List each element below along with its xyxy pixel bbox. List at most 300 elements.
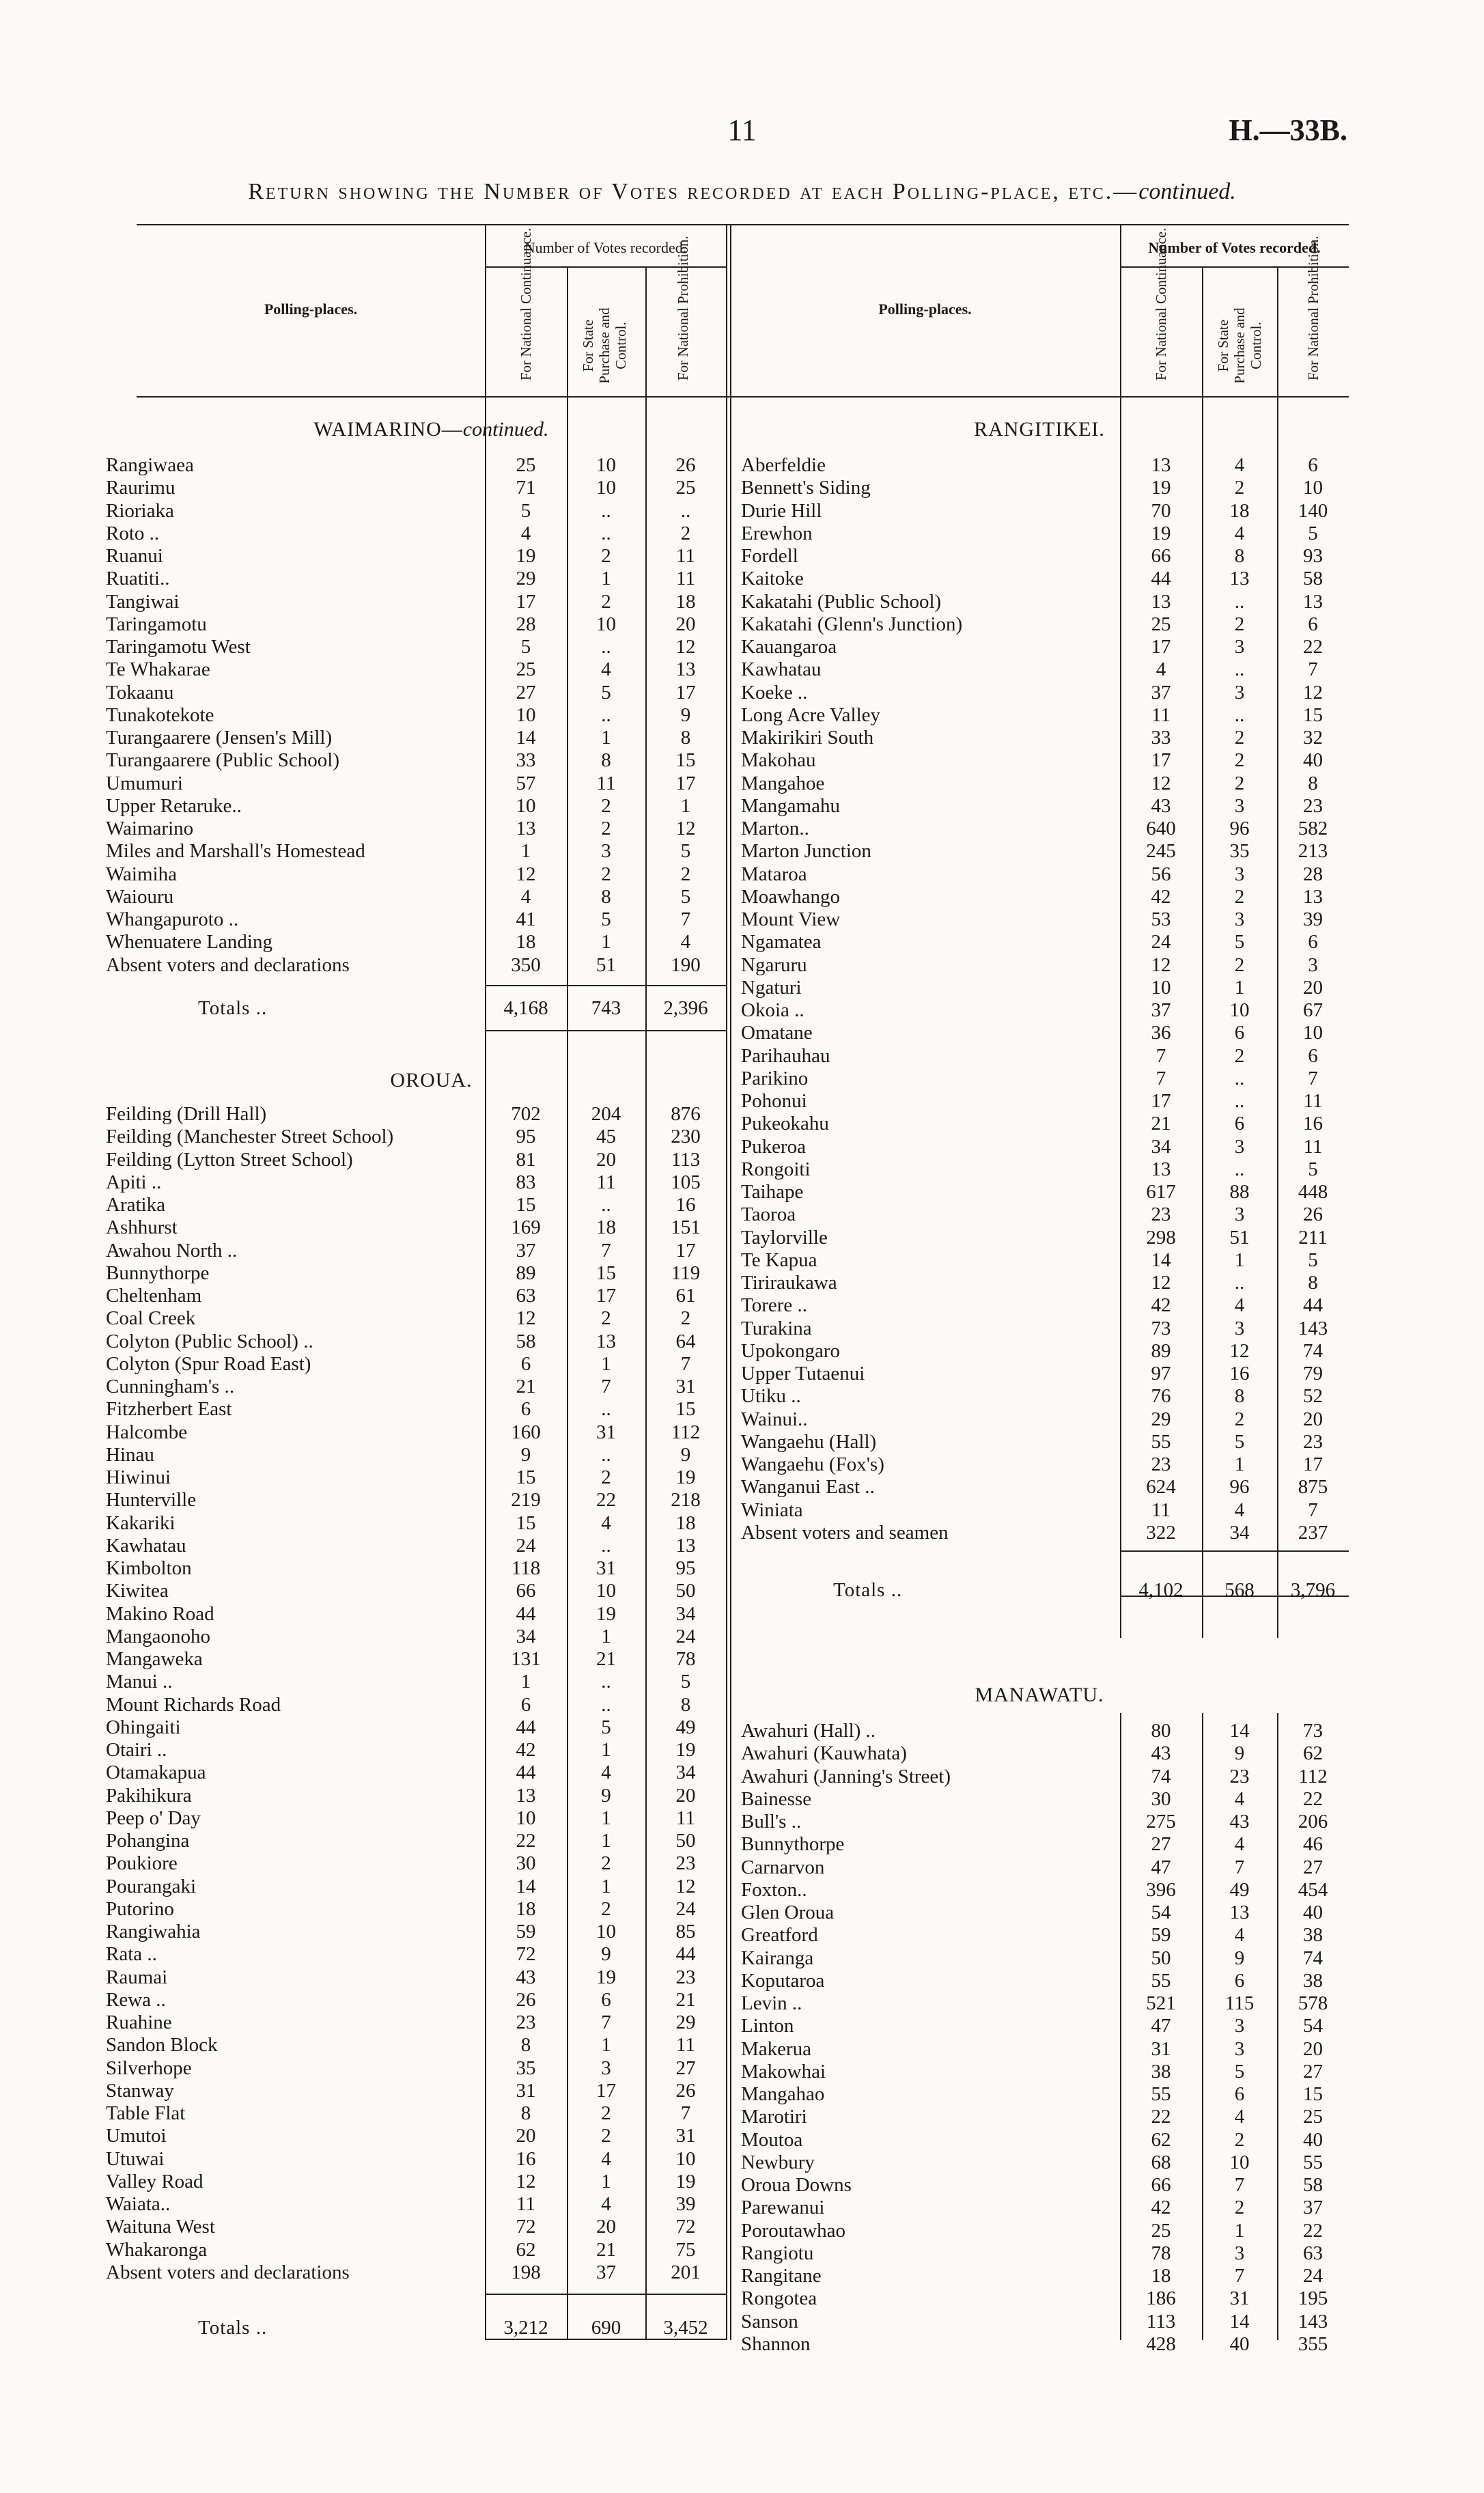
polling-place-name: Awahuri (Kauwhata) (741, 1742, 907, 1765)
polling-place-name: Te Whakarae (106, 658, 210, 681)
vote-prohibition: 213 (1298, 840, 1328, 863)
table-row (0, 2174, 1484, 2197)
polling-place-name: Silverhope (106, 2057, 192, 2079)
vote-prohibition: 13 (1303, 590, 1323, 613)
vote-prohibition: 5 (680, 1671, 691, 1693)
vote-state-purchase: 2 (1234, 885, 1245, 908)
vote-continuance: 8 (520, 2034, 531, 2057)
vote-state-purchase: 2 (1234, 727, 1245, 749)
vote-prohibition: 355 (1298, 2332, 1328, 2355)
vote-prohibition: 58 (1303, 568, 1323, 590)
table-row (0, 523, 1484, 545)
vote-prohibition: 22 (1303, 636, 1323, 658)
col-header-prohibition-right: For National Prohibition. (1305, 236, 1321, 380)
vote-state-purchase: 1 (1234, 2219, 1245, 2242)
vote-state-purchase: 10 (1229, 2151, 1250, 2173)
vote-continuance: 42 (1151, 885, 1171, 908)
vote-continuance: 245 (1146, 840, 1176, 863)
vote-state-purchase: 5 (1234, 1430, 1245, 1453)
vote-continuance: 57 (516, 772, 536, 794)
table-row (0, 704, 1484, 727)
vote-state-purchase: 6 (1234, 2083, 1245, 2105)
vote-state-purchase: 3 (601, 2057, 611, 2079)
vote-prohibition: 112 (671, 1421, 701, 1443)
vote-state-purchase: 9 (601, 1784, 611, 1807)
table-row (0, 1924, 1484, 1947)
vote-state-purchase: .. (601, 1443, 611, 1466)
vote-prohibition: 15 (1303, 2083, 1323, 2105)
polling-place-name: Aberfeldie (741, 454, 826, 476)
polling-place-name: Waimarino (106, 818, 194, 839)
vote-state-purchase: 3 (1234, 1203, 1245, 1226)
vote-prohibition: 23 (1303, 1430, 1323, 1453)
vote-state-purchase: 19 (596, 1966, 616, 1988)
vote-state-purchase: 2 (1234, 477, 1245, 499)
vote-prohibition: 15 (1303, 704, 1323, 726)
polling-place-name: Apiti .. (106, 1171, 162, 1193)
vote-continuance: 15 (516, 1194, 536, 1216)
vote-prohibition: 11 (676, 545, 695, 567)
vote-continuance: 1 (520, 1671, 531, 1693)
polling-place-name: Tiriraukawa (741, 1272, 837, 1294)
vote-state-purchase: .. (1234, 704, 1245, 726)
polling-place-name: Greatford (741, 1924, 818, 1947)
vote-state-purchase: 1 (1234, 976, 1245, 999)
vote-continuance: 20 (516, 2125, 536, 2147)
polling-place-name: Rewa .. (106, 1988, 166, 2011)
polling-place-name: Ruanui (106, 545, 163, 567)
polling-place-name: Te Kapua (741, 1249, 817, 1271)
vote-state-purchase: 6 (1234, 1022, 1245, 1044)
vote-state-purchase: 2 (601, 1852, 611, 1875)
table-row (0, 1136, 1484, 1158)
vote-state-purchase: 88 (1229, 1181, 1250, 1203)
vote-continuance: 37 (1151, 999, 1171, 1021)
vote-prohibition: 74 (1303, 1947, 1323, 1969)
vote-state-purchase: 1 (601, 727, 611, 749)
polling-place-name: Mount View (741, 908, 841, 930)
polling-place-name: Poukiore (106, 1852, 178, 1875)
vote-prohibition: 64 (675, 1330, 696, 1352)
vote-prohibition: 876 (671, 1103, 701, 1125)
polling-place-name: Waiata.. (106, 2193, 171, 2215)
vote-prohibition: 143 (1298, 1317, 1328, 1339)
table-row (0, 795, 1484, 818)
vote-state-purchase: 13 (1229, 568, 1250, 590)
polling-place-name: Newbury (741, 2151, 815, 2173)
vote-continuance: 38 (1151, 2060, 1171, 2083)
title-suffix: continued. (1138, 179, 1236, 204)
polling-place-name: Upokongaro (741, 1339, 840, 1362)
polling-place-name: Wainui.. (741, 1408, 808, 1430)
vote-state-purchase: 3 (1234, 2242, 1245, 2264)
vote-prohibition: 10 (675, 2147, 696, 2170)
table-row (0, 2265, 1484, 2287)
vote-state-purchase: 5 (601, 1716, 611, 1738)
table-row (0, 1833, 1484, 1856)
vote-continuance: 66 (1151, 545, 1171, 567)
vote-prohibition: 1 (680, 794, 691, 817)
total-continuance: 4,168 (503, 997, 548, 1019)
vote-continuance: 17 (1151, 749, 1171, 772)
vote-prohibition: 54 (1303, 2015, 1323, 2037)
vote-continuance: 80 (1151, 1720, 1171, 1742)
vote-state-purchase: 2 (601, 590, 611, 613)
vote-continuance: 53 (1151, 908, 1171, 930)
vote-state-purchase: 2 (601, 2102, 611, 2124)
vote-prohibition: 44 (675, 1943, 696, 1966)
vote-prohibition: 2 (680, 863, 691, 885)
vote-state-purchase: .. (601, 499, 611, 522)
vote-prohibition: 21 (675, 1988, 696, 2011)
vote-continuance: 54 (1151, 1902, 1171, 1923)
vote-state-purchase: 4 (1234, 1833, 1245, 1856)
polling-place-name: Marton.. (741, 818, 809, 839)
vote-state-purchase: 2 (601, 1307, 611, 1330)
polling-place-name: Wangaehu (Hall) (741, 1430, 877, 1453)
vote-state-purchase: 2 (1234, 1044, 1245, 1067)
vote-prohibition: 19 (675, 2170, 696, 2192)
polling-place-name: Long Acre Valley (741, 704, 881, 726)
vote-state-purchase: 2 (1234, 613, 1245, 635)
vote-prohibition: 31 (675, 1376, 696, 1397)
vote-continuance: 624 (1146, 1476, 1176, 1499)
vote-state-purchase: .. (601, 522, 611, 544)
vote-continuance: 17 (1151, 636, 1171, 658)
vote-prohibition: 27 (1303, 1856, 1323, 1878)
table-row (0, 1648, 1484, 1671)
vote-state-purchase: 1 (1234, 1249, 1245, 1271)
polling-places-header-left: Polling-places. (264, 301, 358, 318)
polling-place-name: Levin .. (741, 1992, 802, 2014)
vote-state-purchase: 1 (601, 568, 611, 590)
vote-prohibition: 9 (680, 704, 691, 726)
vote-continuance: 13 (1151, 454, 1171, 476)
vote-prohibition: 11 (676, 2034, 695, 2057)
vote-continuance: 43 (1151, 1742, 1171, 1765)
polling-place-name: Sandon Block (106, 2034, 218, 2057)
vote-continuance: 12 (1151, 1272, 1171, 1294)
vote-state-purchase: 1 (601, 1830, 611, 1852)
vote-continuance: 25 (516, 454, 536, 476)
polling-place-name: Rongoiti (741, 1158, 811, 1180)
vote-continuance: 160 (511, 1421, 541, 1443)
vote-prohibition: 5 (1308, 522, 1318, 544)
document-reference: H.—33B. (1229, 113, 1347, 147)
table-row (0, 1476, 1484, 1499)
polling-place-name: Awahuri (Janning's Street) (741, 1765, 951, 1787)
vote-prohibition: 23 (675, 1966, 696, 1988)
polling-place-name: Parikino (741, 1067, 809, 1089)
vote-prohibition: 11 (676, 1807, 695, 1829)
polling-place-name: Kauangaroa (741, 636, 837, 658)
vote-state-purchase: 11 (596, 1171, 616, 1193)
section-title-manawatu: MANAWATU. (975, 1684, 1104, 1706)
polling-place-name: Fitzherbert East (106, 1398, 232, 1421)
table-row (0, 1720, 1484, 1742)
table-row (0, 591, 1484, 613)
table-row (0, 886, 1484, 908)
vote-continuance: 33 (516, 749, 536, 772)
section-title-oroua: OROUA. (390, 1069, 473, 1091)
vote-prohibition: 17 (675, 1239, 696, 1262)
vote-state-purchase: 45 (596, 1126, 616, 1148)
vote-continuance: 1 (520, 840, 531, 863)
vote-state-purchase: .. (1234, 1158, 1245, 1180)
table-row (0, 658, 1484, 681)
vote-state-purchase: 2 (1234, 2128, 1245, 2151)
vote-state-purchase: 17 (596, 2079, 616, 2102)
vote-state-purchase: 5 (1234, 931, 1245, 953)
polling-place-name: Tokaanu (106, 681, 174, 704)
table-row (0, 1626, 1484, 1648)
vote-state-purchase: 51 (596, 953, 616, 976)
vote-prohibition: 211 (1298, 1226, 1328, 1249)
polling-place-name: Makowhai (741, 2060, 826, 2083)
vote-continuance: 62 (516, 2238, 536, 2261)
waimarino-title: WAIMARINO— (313, 418, 463, 441)
polling-place-name: Mangaweka (106, 1648, 203, 1670)
table-row (0, 1272, 1484, 1294)
table-row (0, 1090, 1484, 1113)
polling-place-name: Hiwinui (106, 1466, 171, 1488)
vote-continuance: 12 (516, 863, 536, 885)
vote-prohibition: 6 (1308, 454, 1318, 476)
vote-continuance: 66 (516, 1580, 536, 1602)
col-header-continuance-right: For National Continuance. (1153, 227, 1169, 380)
table-row (0, 1879, 1484, 1902)
vote-prohibition: 28 (1303, 863, 1323, 885)
waimarino-title-suffix: continued. (462, 418, 549, 441)
vote-continuance: 74 (1151, 1765, 1171, 1787)
table-row (0, 1902, 1484, 1924)
vote-state-purchase: .. (601, 1671, 611, 1693)
vote-prohibition: 875 (1298, 1476, 1328, 1499)
polling-place-name: Durie Hill (741, 499, 822, 522)
vote-state-purchase: 9 (601, 1943, 611, 1966)
vote-prohibition: 32 (1303, 727, 1323, 749)
polling-place-name: Turangaarere (Public School) (106, 749, 340, 772)
vote-prohibition: 62 (1303, 1742, 1323, 1765)
polling-place-name: Kawhatau (741, 658, 822, 681)
vote-state-purchase: 10 (596, 454, 616, 476)
vote-continuance: 81 (516, 1148, 536, 1171)
vote-state-purchase: 96 (1229, 1476, 1250, 1499)
vote-prohibition: 218 (671, 1489, 701, 1512)
vote-prohibition: 79 (1303, 1363, 1323, 1384)
vote-continuance: 18 (1151, 2265, 1171, 2287)
table-row (0, 2242, 1484, 2265)
vote-continuance: 30 (1151, 1787, 1171, 1810)
vote-continuance: 118 (511, 1557, 541, 1579)
vote-continuance: 24 (516, 1534, 536, 1557)
vote-continuance: 4 (520, 885, 531, 908)
vote-continuance: 25 (1151, 613, 1171, 635)
vote-prohibition: 2 (680, 1307, 691, 1330)
polling-place-name: Roto .. (106, 522, 160, 544)
polling-place-name: Pohangina (106, 1830, 190, 1852)
vote-prohibition: 72 (675, 2216, 696, 2238)
vote-prohibition: 20 (1303, 1408, 1323, 1430)
vote-prohibition: 15 (675, 749, 696, 772)
vote-prohibition: 37 (1303, 2197, 1323, 2219)
vote-state-purchase: 17 (596, 1285, 616, 1307)
polling-place-name: Miles and Marshall's Homestead (106, 840, 365, 863)
vote-prohibition: 12 (675, 818, 696, 839)
vote-continuance: 34 (516, 1625, 536, 1647)
vote-state-purchase: 49 (1229, 1878, 1250, 1901)
votes-header-left: Number of Votes recorded. (524, 239, 687, 256)
table-row (0, 863, 1484, 886)
vote-continuance: 13 (1151, 1158, 1171, 1180)
vote-state-purchase: 7 (601, 2011, 611, 2033)
vote-continuance: 275 (1146, 1811, 1176, 1833)
polling-place-name: Omatane (741, 1022, 813, 1044)
vote-state-purchase: 2 (1234, 772, 1245, 794)
vote-prohibition: 27 (1303, 2060, 1323, 2083)
vote-prohibition: 23 (1303, 794, 1323, 817)
table-row (0, 2197, 1484, 2219)
vote-continuance: 298 (1146, 1226, 1176, 1249)
vote-prohibition: 24 (1303, 2265, 1323, 2287)
polling-place-name: Kakatahi (Glenn's Junction) (741, 613, 963, 635)
vote-continuance: 350 (511, 953, 541, 976)
table-row (0, 2038, 1484, 2061)
vote-prohibition: 55 (1303, 2151, 1323, 2173)
polling-place-name: Sanson (741, 2310, 798, 2332)
polling-place-name: Shannon (741, 2332, 811, 2355)
vote-prohibition: 6 (1308, 613, 1318, 635)
table-row (0, 749, 1484, 772)
vote-state-purchase: 20 (596, 1148, 616, 1171)
vote-state-purchase: 13 (1229, 1902, 1250, 1923)
polling-place-name: Makino Road (106, 1602, 214, 1625)
vote-continuance: 617 (1146, 1181, 1176, 1203)
col-header-continuance-left: For National Continuance. (518, 227, 534, 380)
vote-prohibition: 237 (1298, 1521, 1328, 1544)
vote-state-purchase: 3 (1234, 2037, 1245, 2060)
vote-prohibition: 143 (1298, 2310, 1328, 2332)
vote-state-purchase: 1 (601, 2034, 611, 2057)
vote-continuance: 59 (1151, 1924, 1171, 1947)
vote-state-purchase: 1 (601, 2170, 611, 2192)
vote-continuance: 21 (1151, 1113, 1171, 1135)
vote-prohibition: 12 (675, 636, 696, 658)
table-row (0, 2311, 1484, 2333)
polling-place-name: Kiwitea (106, 1580, 169, 1602)
vote-state-purchase: .. (601, 704, 611, 726)
vote-continuance: 31 (1151, 2037, 1171, 2060)
vote-continuance: 89 (1151, 1339, 1171, 1362)
vote-state-purchase: .. (1234, 658, 1245, 681)
table-row (0, 818, 1484, 840)
vote-prohibition: 61 (675, 1285, 696, 1307)
polling-place-name: Waimiha (106, 863, 177, 885)
polling-place-name: Rangiwahia (106, 1921, 201, 1942)
vote-state-purchase: 13 (596, 1330, 616, 1352)
vote-state-purchase: 2 (1234, 953, 1245, 976)
table-row (0, 1022, 1484, 1044)
vote-continuance: 198 (511, 2261, 541, 2283)
vote-prohibition: 151 (671, 1216, 701, 1239)
vote-continuance: 23 (1151, 1453, 1171, 1475)
vote-prohibition: 3 (1308, 953, 1318, 976)
vote-continuance: 70 (1151, 499, 1171, 522)
vote-continuance: 25 (1151, 2219, 1171, 2242)
vote-state-purchase: 14 (1229, 1720, 1250, 1742)
vote-state-purchase: 4 (601, 2147, 611, 2170)
polling-place-name: Cheltenham (106, 1285, 202, 1307)
vote-prohibition: 25 (1303, 2106, 1323, 2128)
polling-place-name: Pukeokahu (741, 1113, 829, 1135)
polling-place-name: Umumuri (106, 772, 183, 794)
table-row (0, 1318, 1484, 1340)
vote-prohibition: 5 (1308, 1158, 1318, 1180)
polling-place-name: Okoia .. (741, 999, 804, 1021)
vote-continuance: 55 (1151, 1969, 1171, 1992)
polling-place-name: Whakaronga (106, 2238, 208, 2261)
vote-continuance: 23 (516, 2011, 536, 2033)
vote-prohibition: 67 (1303, 999, 1323, 1021)
vote-prohibition: 34 (675, 1761, 696, 1784)
vote-continuance: 11 (1151, 704, 1171, 726)
vote-prohibition: 95 (675, 1557, 696, 1579)
vote-state-purchase: 10 (596, 477, 616, 499)
vote-state-purchase: 7 (1234, 2174, 1245, 2196)
vote-prohibition: 18 (675, 1512, 696, 1534)
table-row (0, 2106, 1484, 2128)
vote-state-purchase: 9 (1234, 1947, 1245, 1969)
vote-continuance: 29 (1151, 1408, 1171, 1430)
vote-state-purchase: .. (601, 1693, 611, 1716)
vote-prohibition: 22 (1303, 2219, 1323, 2242)
vote-continuance: 6 (520, 1693, 531, 1716)
vote-continuance: 27 (516, 681, 536, 704)
vote-continuance: 55 (1151, 2083, 1171, 2105)
vote-prohibition: 11 (1303, 1135, 1323, 1158)
vote-state-purchase: 2 (1234, 1408, 1245, 1430)
polling-place-name: Feilding (Drill Hall) (106, 1103, 267, 1125)
polling-place-name: Taringamotu (106, 613, 207, 635)
polling-place-name: Rangiotu (741, 2242, 814, 2264)
table-row (0, 1970, 1484, 1992)
vote-continuance: 44 (1151, 568, 1171, 590)
vote-prohibition: 8 (1308, 772, 1318, 794)
vote-state-purchase: 21 (596, 2238, 616, 2261)
vote-continuance: 7 (1156, 1044, 1166, 1067)
vote-continuance: 11 (516, 2193, 535, 2215)
table-row (0, 2220, 1484, 2242)
polling-place-name: Taoroa (741, 1203, 796, 1226)
polling-place-name: Putorino (106, 1897, 174, 1920)
vote-prohibition: 13 (675, 658, 696, 681)
table-row (0, 545, 1484, 568)
vote-continuance: 30 (516, 1852, 536, 1875)
polling-place-name: Ruahine (106, 2011, 172, 2033)
polling-place-name: Marotiri (741, 2106, 807, 2128)
vote-prohibition: 5 (680, 840, 691, 863)
vote-state-purchase: 21 (596, 1648, 616, 1670)
col-header-state-purchase-left: For State Purchase and Control. (580, 307, 629, 384)
vote-continuance: 10 (1151, 976, 1171, 999)
vote-continuance: 43 (516, 1966, 536, 1988)
polling-place-name: Hinau (106, 1443, 154, 1466)
polling-place-name: Utuwai (106, 2147, 165, 2170)
vote-state-purchase: 6 (1234, 1113, 1245, 1135)
vote-state-purchase: 18 (1229, 499, 1250, 522)
polling-place-name: Ngamatea (741, 931, 822, 953)
vote-prohibition: 26 (675, 454, 696, 476)
